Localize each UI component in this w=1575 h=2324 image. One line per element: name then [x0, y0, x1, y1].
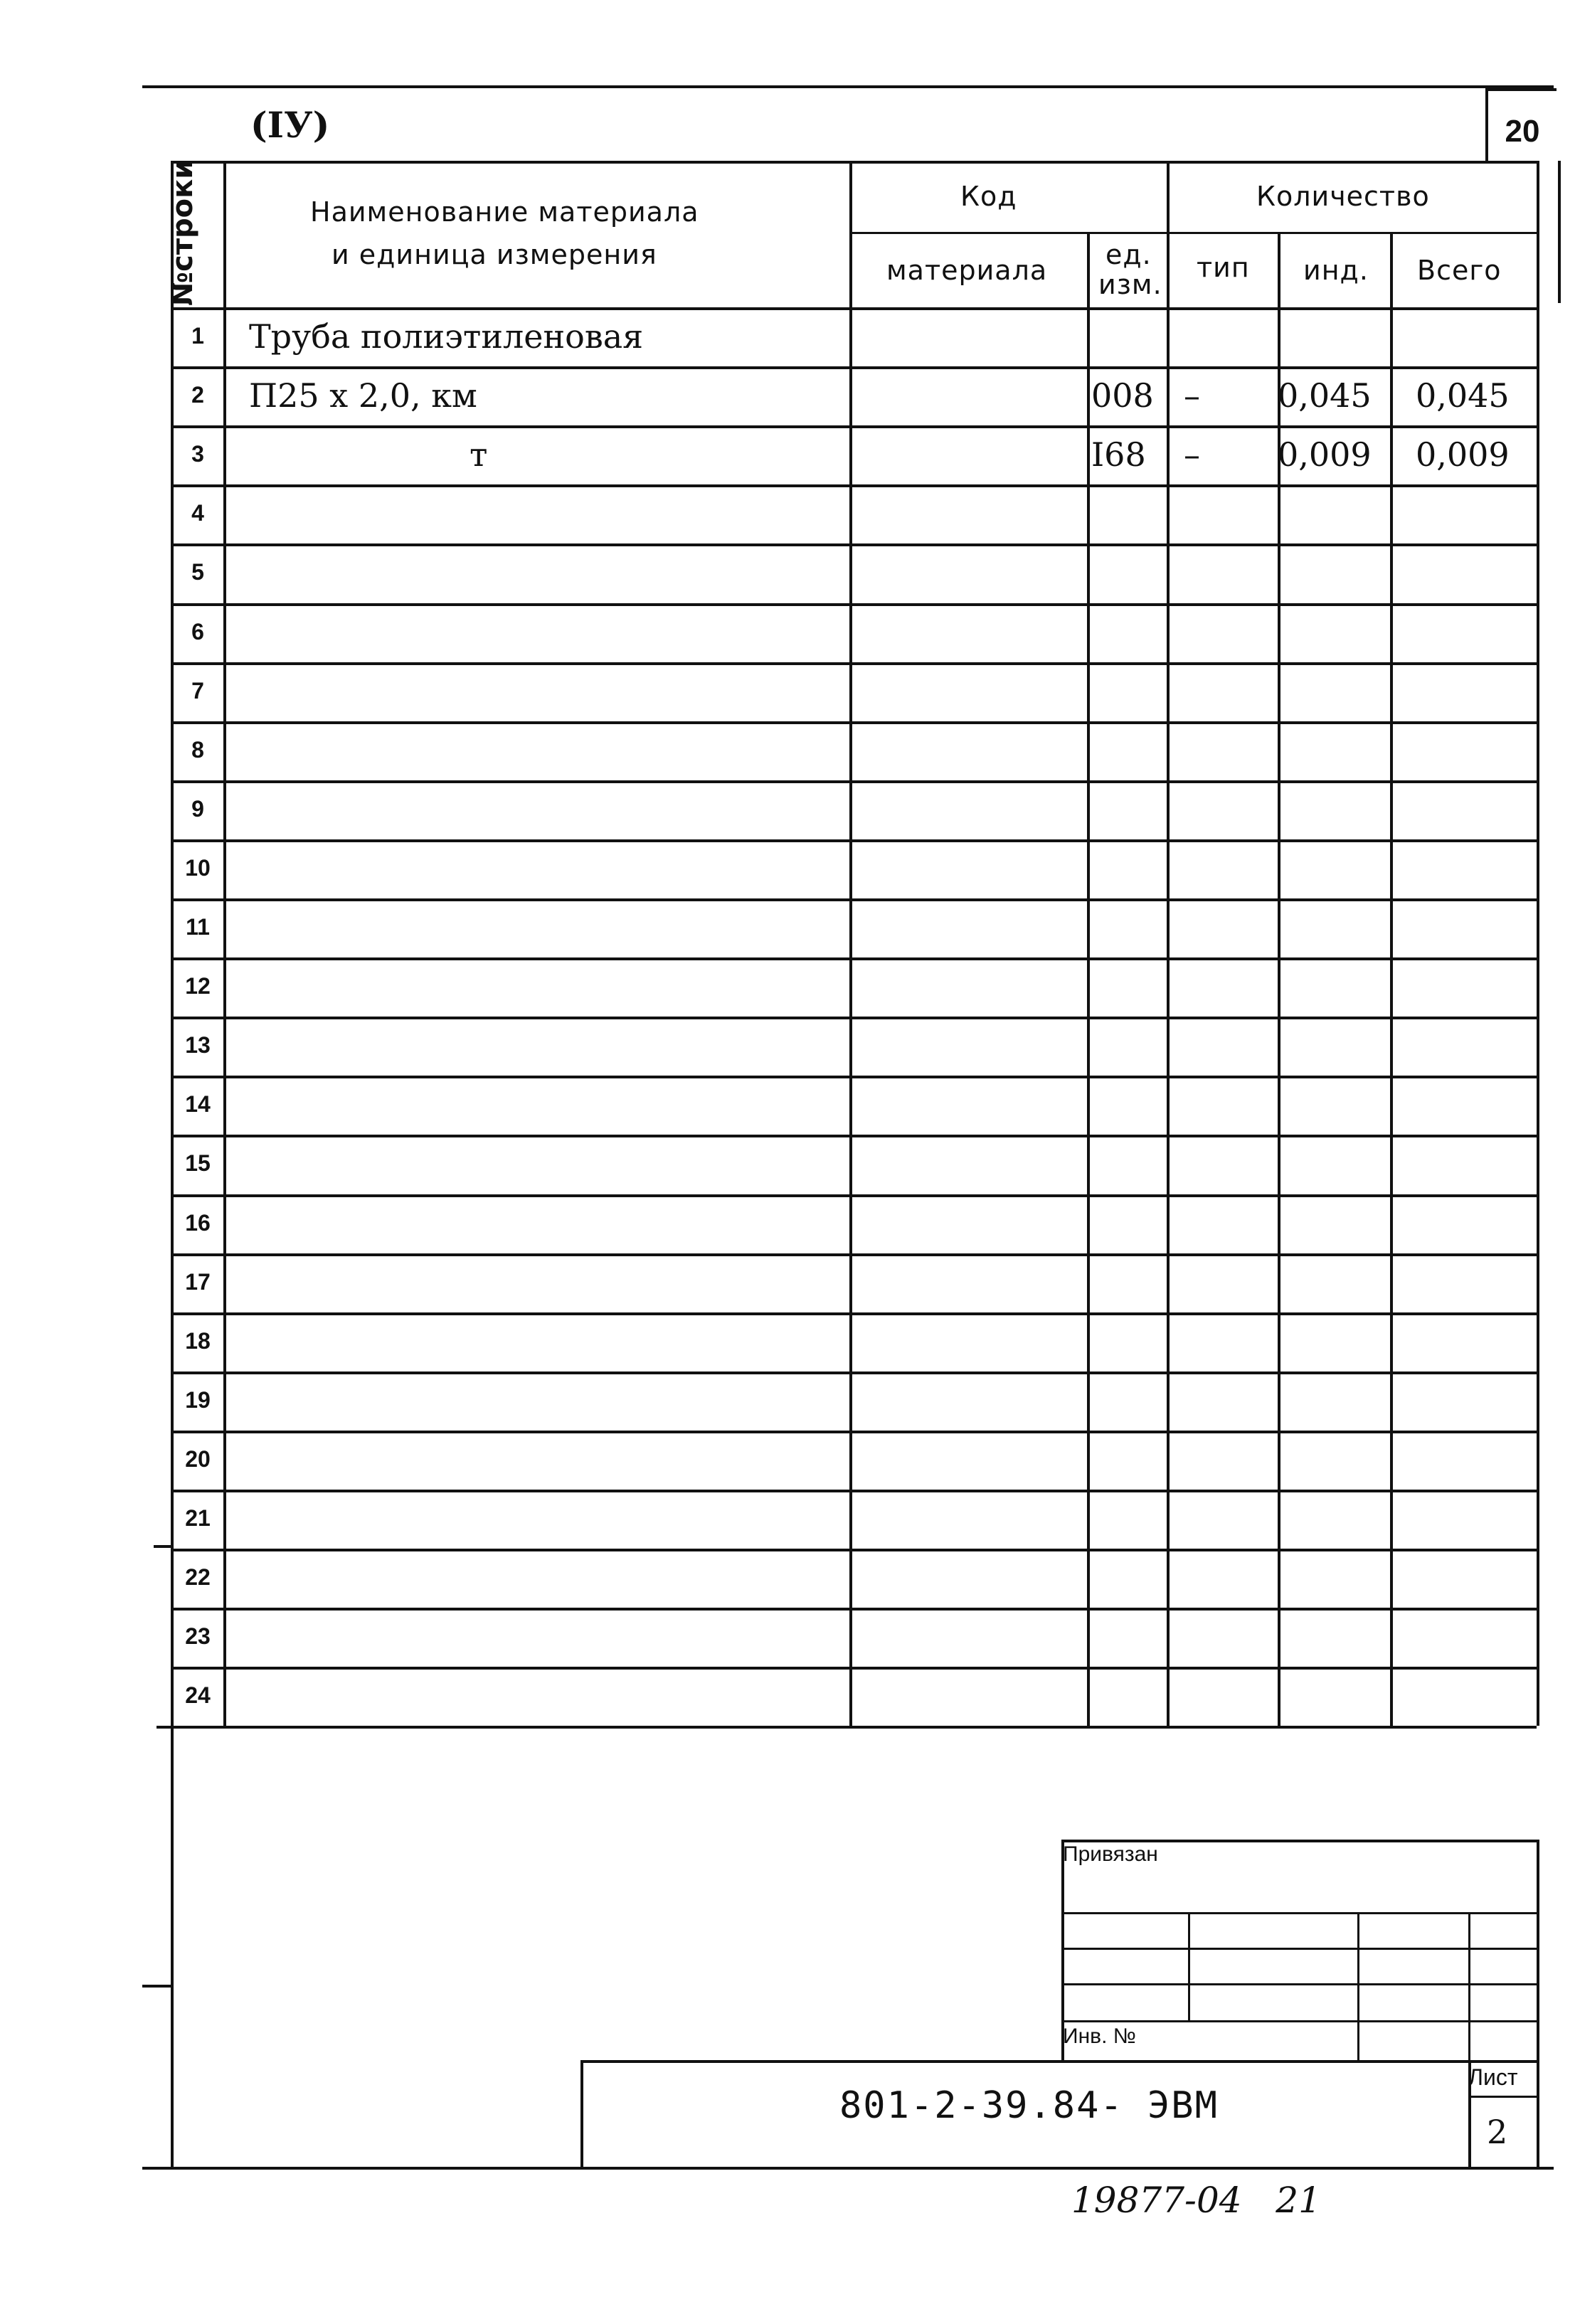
row-number: 7: [191, 677, 204, 704]
row-number: 8: [191, 736, 204, 763]
row-number-header: №строки: [166, 159, 199, 306]
ind-qty-cell: 0,009: [1278, 435, 1372, 474]
row-border: [171, 1608, 1537, 1611]
total-qty-cell: 0,009: [1416, 435, 1510, 474]
material-name-cell: Труба полиэтиленовая: [249, 317, 644, 356]
unit-code-cell: I68: [1091, 435, 1146, 474]
type-qty-cell: –: [1184, 376, 1200, 415]
footer-code: 19877-04 21: [1071, 2180, 1321, 2221]
row-border: [171, 1431, 1537, 1433]
total-qty-cell: 0,045: [1416, 376, 1510, 415]
table-top-border: [171, 161, 1537, 164]
row-border: [171, 1549, 1537, 1551]
doc-block-left: [580, 2060, 583, 2167]
material-name-cell: П25 х 2,0, км: [249, 376, 477, 415]
qty-total-header: Всего: [1417, 255, 1502, 286]
row-border: [171, 1490, 1537, 1492]
row-number: 22: [185, 1564, 211, 1591]
sheet-label: Лист: [1468, 2064, 1518, 2090]
stamp-col-3: [1468, 1912, 1470, 2062]
row-border: [171, 898, 1537, 901]
col-border-ind: [1390, 232, 1393, 1726]
row-border: [171, 543, 1537, 546]
code-material-header: материала: [886, 255, 1048, 286]
row-border: [171, 721, 1537, 724]
qty-ind-header: инд.: [1303, 255, 1369, 286]
table-bottom-border: [157, 1726, 1537, 1729]
row-number: 17: [185, 1268, 211, 1295]
row-number: 10: [185, 854, 211, 881]
row-border: [171, 1312, 1537, 1315]
row-border: [171, 1194, 1537, 1197]
header-label: (IУ): [250, 104, 330, 146]
row-number: 3: [191, 441, 204, 467]
header-bottom-border: [171, 307, 1537, 310]
row-number: 11: [186, 914, 210, 940]
sheet-number: 20: [1505, 114, 1540, 149]
stamp-col-1: [1188, 1912, 1190, 2020]
page-right-edge: [1558, 161, 1561, 303]
lower-frame-left: [171, 1726, 174, 2167]
row-border: [171, 957, 1537, 960]
row-number: 12: [185, 973, 211, 999]
row-number: 2: [191, 382, 204, 408]
type-qty-cell: –: [1184, 435, 1200, 474]
row-number: 4: [191, 500, 204, 526]
row-border: [171, 839, 1537, 842]
stamp-col-2: [1357, 1912, 1359, 2062]
row-number: 16: [185, 1209, 211, 1236]
page-bottom-rule: [142, 2167, 1554, 2170]
list-box-divider: [1468, 2096, 1537, 2098]
row-border: [171, 780, 1537, 783]
row-number: 14: [185, 1091, 211, 1118]
stamp-right-border: [1537, 1840, 1539, 2167]
row-border: [171, 1076, 1537, 1078]
row-number: 5: [191, 559, 204, 585]
row-border: [171, 484, 1537, 487]
row-border: [171, 1371, 1537, 1374]
row-border: [171, 603, 1537, 606]
row-border: [171, 1017, 1537, 1019]
name-header-line2: и единица измерения: [332, 239, 657, 270]
stamp-line-2: [1061, 1948, 1537, 1950]
row-border: [171, 1253, 1537, 1256]
ind-qty-cell: 0,045: [1278, 376, 1372, 415]
left-tick-1: [154, 1545, 172, 1548]
row-border: [171, 1667, 1537, 1670]
row-number: 24: [185, 1682, 211, 1709]
code-unit-header-line1: ед.: [1105, 239, 1152, 270]
row-number: 13: [185, 1032, 211, 1058]
row-border: [171, 1135, 1537, 1137]
code-header: Код: [960, 181, 1017, 212]
row-number: 19: [185, 1386, 211, 1413]
privyazan-label: Привязан: [1063, 1842, 1158, 1866]
row-number: 9: [191, 795, 204, 822]
code-unit-header-line2: изм.: [1098, 269, 1162, 300]
row-number: 21: [185, 1505, 211, 1531]
header-sub-border: [849, 232, 1537, 234]
row-number: 18: [185, 1327, 211, 1354]
row-border: [171, 425, 1537, 428]
qty-header: Количество: [1256, 181, 1430, 212]
stamp-line-1: [1061, 1912, 1537, 1914]
unit-code-cell: 008: [1091, 376, 1154, 415]
col-border-material: [1087, 232, 1090, 1726]
document-code: 801-2-39.84- ЭВМ: [839, 2084, 1219, 2127]
doc-block-top: [580, 2060, 1537, 2063]
material-name-cell: т: [470, 435, 488, 474]
qty-type-header: тип: [1197, 252, 1250, 283]
row-border: [171, 662, 1537, 665]
row-number: 20: [185, 1445, 211, 1472]
inventory-label: Инв. №: [1063, 2025, 1136, 2048]
left-tick-2: [142, 1985, 172, 1988]
stamp-line-4: [1061, 2020, 1537, 2022]
row-border: [171, 366, 1537, 369]
col-border-right: [1537, 161, 1539, 1726]
sheet-value: 2: [1487, 2113, 1508, 2151]
row-number: 6: [191, 618, 204, 644]
stamp-line-3: [1061, 1983, 1537, 1985]
row-number: 1: [191, 323, 204, 349]
name-header-line1: Наименование материала: [310, 196, 699, 228]
row-number: 15: [185, 1150, 211, 1177]
row-number: 23: [185, 1623, 211, 1650]
